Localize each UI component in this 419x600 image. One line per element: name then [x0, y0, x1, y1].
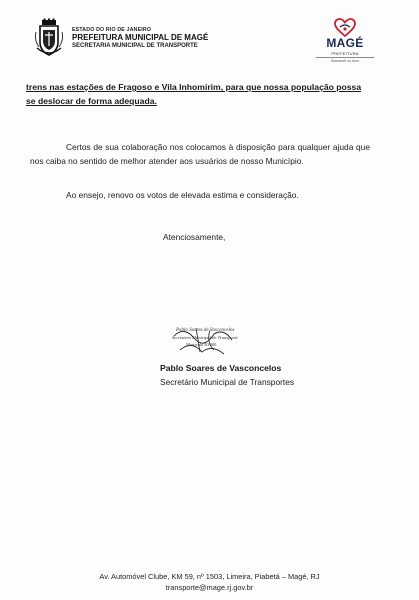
coat-of-arms-icon [34, 18, 64, 58]
mage-logo [316, 18, 374, 62]
svg-text:Matrícula 50/000: Matrícula 50/000 [186, 342, 217, 347]
svg-text:Secretário Municipal de Transp: Secretário Municipal de Transporte [172, 335, 238, 340]
svg-text:Pablo Soares de Vasconcelos: Pablo Soares de Vasconcelos [176, 328, 235, 333]
footer-address: Av. Automóvel Clube, KM 59, nº 1503, Limeira, Piabetá – Magé, RJ [99, 572, 320, 581]
signatory-name: Pablo Soares de Vasconcelos [160, 363, 282, 373]
intro-paragraph: trens nas estações de Fragoso e Vila Inhomirim, para que nossa população possa se deslocar de forma adequada. [26, 82, 362, 106]
footer [0, 571, 419, 593]
heart-logo-icon [334, 18, 356, 38]
signature-stamp [166, 322, 242, 360]
header-titles [72, 28, 208, 49]
header-prefeitura: PREFEITURA MUNICIPAL DE MAGÉ [72, 33, 209, 43]
paragraph-collaboration-text: Certos de sua colaboração nos colocamos à disposição para qualquer ajuda que nos caiba no sentido de melhor atender aos usuários de nosso Município. [30, 142, 370, 166]
signatory-role: Secretário Municipal de Transportes [160, 377, 295, 387]
closing-salutation: Atenciosamente, [163, 232, 226, 242]
paragraph-regards: Ao ensejo, renovo os votos de elevada estima e consideração. [66, 190, 299, 200]
header-secretaria: SECRETARIA MUNICIPAL DE TRANSPORTE [72, 43, 198, 50]
header-state: ESTADO DO RIO DE JANEIRO [72, 27, 152, 33]
paragraph-collaboration [30, 140, 370, 168]
logo-slogan: Somando os bom [316, 57, 374, 63]
logo-name: MAGÉ [326, 36, 364, 50]
logo-subtitle: PREFEITURA [331, 51, 359, 56]
footer-email: transporte@mage.rj.gov.br [165, 583, 254, 592]
